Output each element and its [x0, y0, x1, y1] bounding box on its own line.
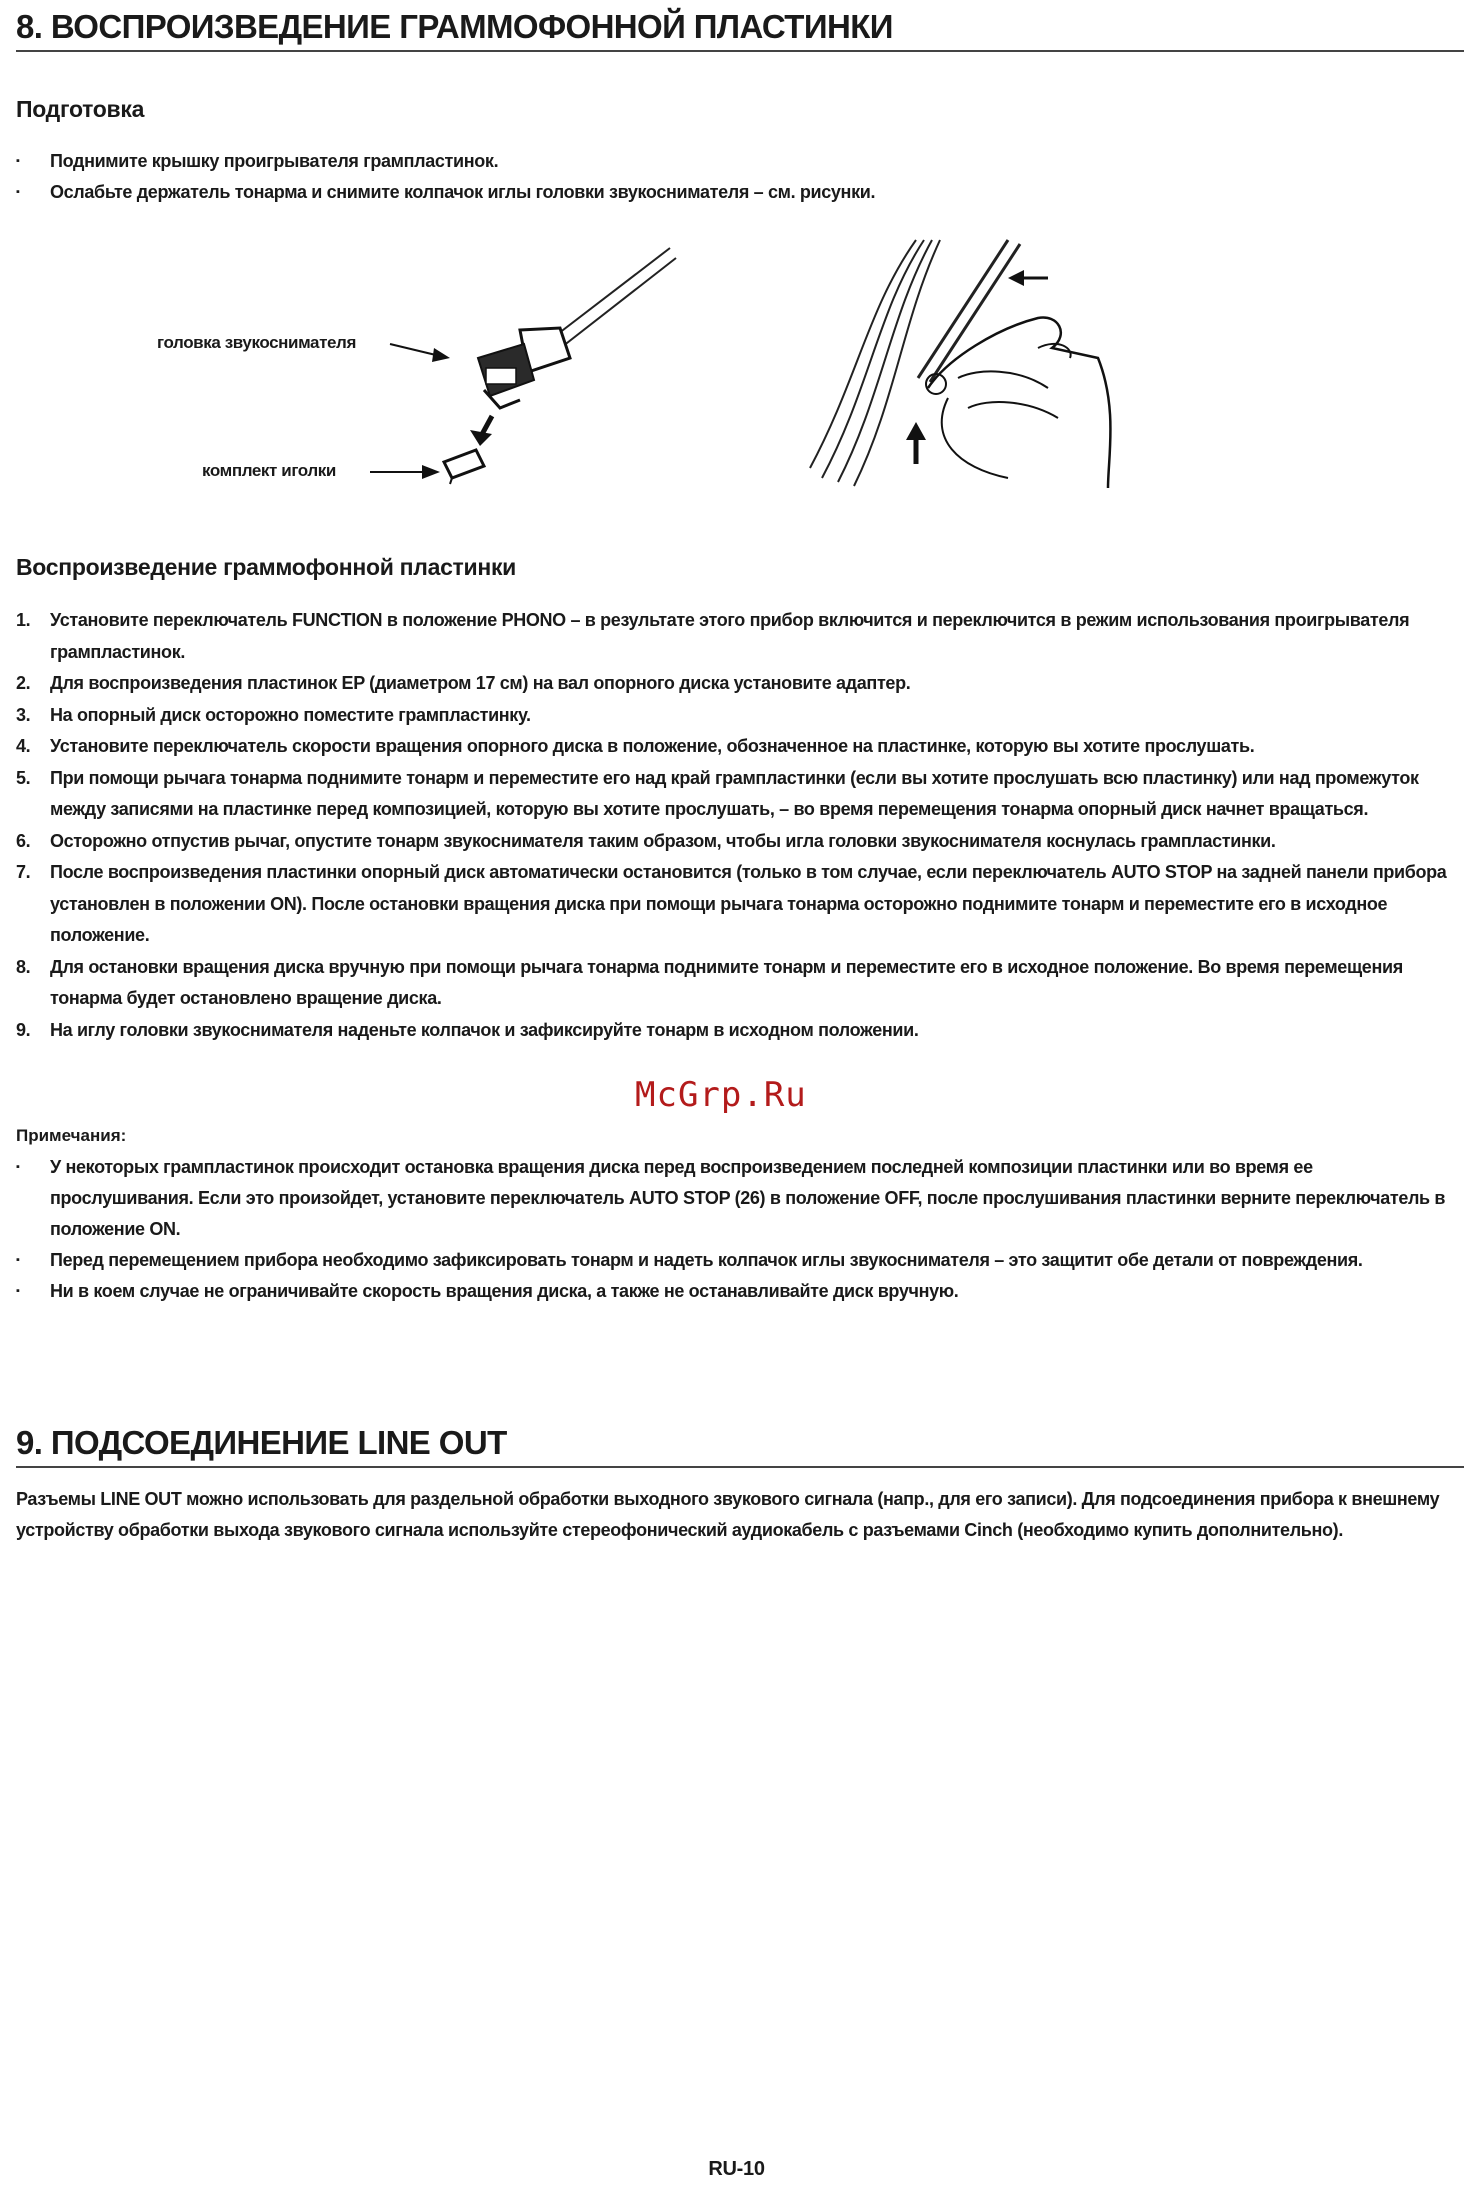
- step-text: Осторожно отпустив рычаг, опустите тонарм звукоснимателя таким образом, чтобы игла головки звукоснимателя коснулась грампластинки.: [50, 830, 1276, 851]
- step-number: 6.: [16, 830, 31, 851]
- arrow-icon: [368, 460, 443, 484]
- needle-label: комплект иголки: [202, 461, 336, 480]
- line-out-paragraph: Разъемы LINE OUT можно использовать для раздельной обработки выходного звукового сигнала (напр., для его записи). Для подсоединения прибора к внешнему устройству обработки выхода звукового сигнала используйте стереофонический аудиокабель с разъемами Cinch (необходимо купить дополнительно).: [16, 1489, 1440, 1540]
- section-8-title: 8. ВОСПРОИЗВЕДЕНИЕ ГРАММОФОННОЙ ПЛАСТИНКИ: [16, 8, 1464, 52]
- cartridge-label: головка звукоснимателя: [157, 333, 356, 352]
- page-number: RU-10: [708, 2158, 765, 2180]
- step-item: [16, 731, 1456, 763]
- step-item: [16, 857, 1456, 952]
- note-item: ▪ У некоторых грампластинок происходит остановка вращения диска перед воспроизведением последней композиции пластинки или во время ее прослушивания. Если это произойдет, установите переключатель AUTO STOP (26) в положение OFF, после прослушивания пластинки верните переключатель в положение ON.: [16, 1152, 1456, 1245]
- prep-list: [16, 146, 1456, 208]
- prep-item: ▪ Поднимите крышку проигрывателя грампластинок.: [16, 146, 1456, 177]
- playback-heading: Воспроизведение граммофонной пластинки: [16, 554, 517, 580]
- step-number: 3.: [16, 704, 31, 725]
- step-text: При помощи рычага тонарма поднимите тонарм и переместите его над край грампластинки (если вы хотите прослушать всю пластинку) или над промежуток между записями на пластинке перед композицией, которую вы хотите прослушать, – во время перемещения тонарма опорный диск начнет вращаться.: [50, 767, 1419, 819]
- step-item: [16, 763, 1456, 826]
- step-text: Для остановки вращения диска вручную при помощи рычага тонарма поднимите тонарм и переместите его в исходное положение. Во время перемещения тонарма будет остановлено вращение диска.: [50, 956, 1403, 1008]
- tonearm-release-illustration: [808, 238, 1128, 493]
- step-text: На опорный диск осторожно поместите грампластинку.: [50, 704, 531, 725]
- step-text: После воспроизведения пластинки опорный диск автоматически остановится (только в том случае, если переключатель AUTO STOP на задней панели прибора установлен в положении ON). После остановки вращения диска при помощи рычага тонарма осторожно поднимите тонарм и переместите его в исходное положение.: [50, 862, 1447, 945]
- watermark: McGrp.Ru: [635, 1075, 807, 1115]
- step-number: 5.: [16, 767, 31, 788]
- playback-steps: [16, 605, 1456, 1046]
- section-9-title: 9. ПОДСОЕДИНЕНИЕ LINE OUT: [16, 1424, 1464, 1468]
- step-text: Установите переключатель скорости вращения опорного диска в положение, обозначенное на пластинке, которую вы хотите прослушать.: [50, 736, 1255, 756]
- step-number: 7.: [16, 862, 31, 882]
- step-number: 4.: [16, 736, 31, 756]
- note-item: ▪ Перед перемещением прибора необходимо зафиксировать тонарм и надеть колпачок иглы звукоснимателя – это защитит обе детали от повреждения.: [16, 1245, 1456, 1276]
- step-item: [16, 952, 1456, 1015]
- step-item: [16, 700, 1456, 732]
- prep-heading: Подготовка: [16, 96, 145, 122]
- step-number: 1.: [16, 610, 31, 630]
- step-text: Установите переключатель FUNCTION в положение PHONO – в результате этого прибор включится и переключится в режим использования проигрывателя грампластинок.: [50, 610, 1410, 662]
- step-number: 8.: [16, 956, 31, 977]
- step-item: [16, 668, 1456, 700]
- notes-list: [16, 1152, 1456, 1307]
- note-item: ▪ Ни в коем случае не ограничивайте скорость вращения диска, а также не останавливайте диск вручную.: [16, 1276, 1456, 1307]
- step-text: Для воспроизведения пластинок EP (диаметром 17 см) на вал опорного диска установите адаптер.: [50, 673, 911, 693]
- notes-heading: Примечания:: [16, 1126, 127, 1145]
- step-text: На иглу головки звукоснимателя наденьте колпачок и зафиксируйте тонарм в исходном положении.: [50, 1019, 919, 1040]
- arrow-icon: [388, 336, 458, 366]
- step-number: 9.: [16, 1019, 31, 1040]
- step-item: [16, 826, 1456, 858]
- step-number: 2.: [16, 673, 31, 693]
- step-item: [16, 605, 1456, 668]
- prep-item: ▪ Ослабьте держатель тонарма и снимите колпачок иглы головки звукоснимателя – см. рисунки.: [16, 177, 1456, 208]
- step-item: [16, 1015, 1456, 1047]
